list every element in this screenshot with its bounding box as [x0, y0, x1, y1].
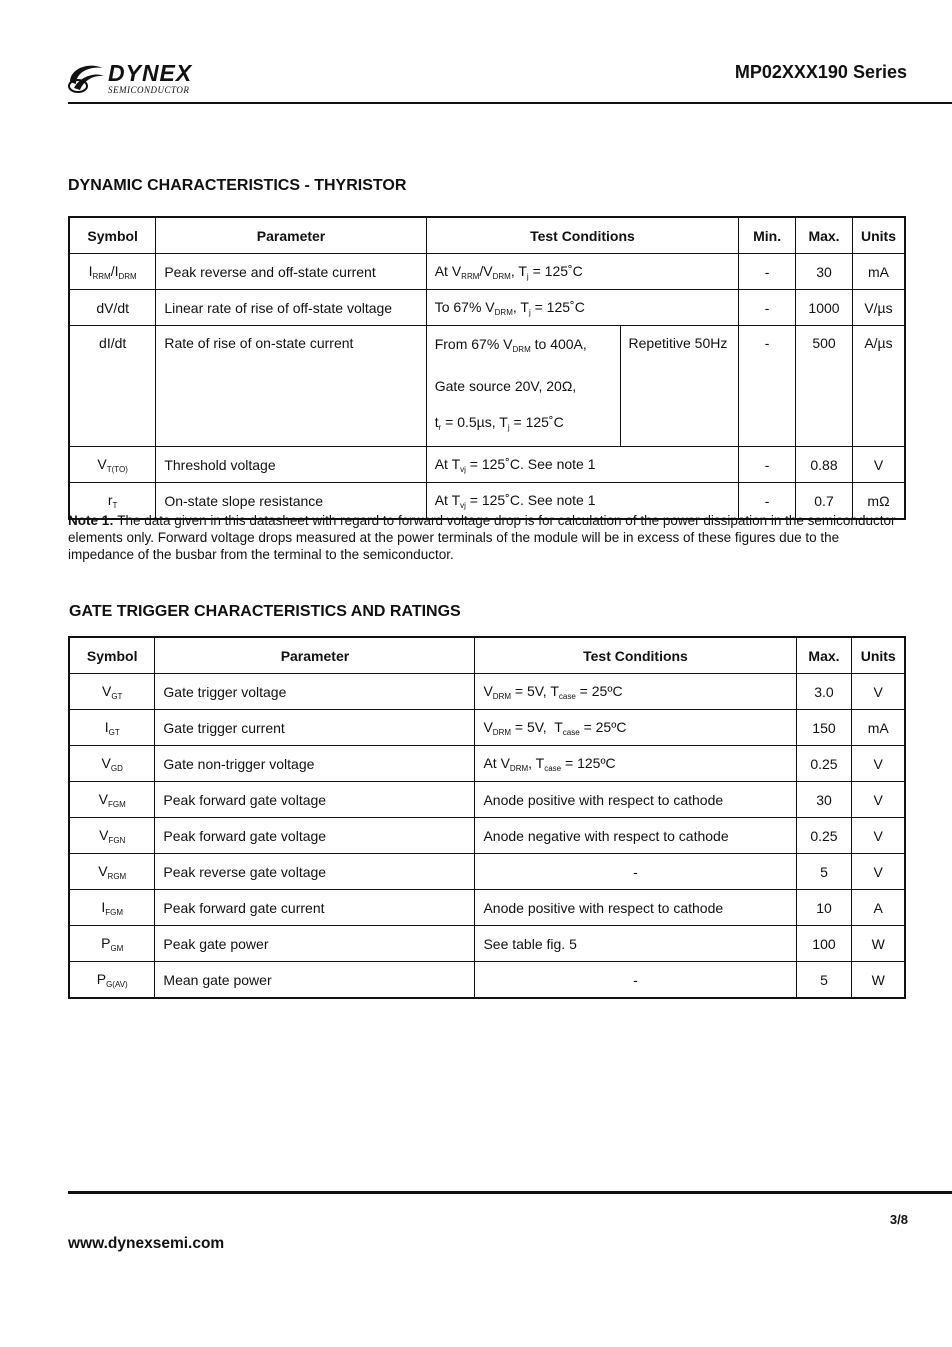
col-test-conditions: Test Conditions [475, 637, 796, 674]
symbol-cell: $I_{RRM}/I_{DRM}$ [69, 254, 156, 290]
conditions-cell: At $V_{DRM}$, $T_{case}$ = 125ºC [475, 746, 796, 782]
gate-trigger-table [68, 636, 906, 999]
table-row [69, 254, 905, 290]
symbol-cell: $I_{GT}$ [69, 710, 155, 746]
col-units: Units [852, 217, 905, 254]
units-cell: mA [852, 254, 905, 290]
parameter-cell: On-state slope resistance [156, 483, 426, 520]
table-row [69, 447, 905, 483]
col-symbol: Symbol [69, 217, 156, 254]
units-cell: V [852, 818, 905, 854]
symbol-cell: $V_{T(TO)}$ [69, 447, 156, 483]
min-cell: - [739, 290, 796, 326]
max-cell: 5 [796, 854, 852, 890]
units-cell: V [852, 854, 905, 890]
max-cell: 0.7 [796, 483, 853, 520]
table-row [69, 962, 905, 999]
col-parameter: Parameter [155, 637, 475, 674]
units-cell: V [852, 746, 905, 782]
condition-line: Gate source 20V, 20Ω, [434, 378, 577, 394]
parameter-cell: Rate of rise of on-state current [156, 326, 426, 447]
units-cell: W [852, 926, 905, 962]
col-max: Max. [796, 217, 853, 254]
conditions-cell: Anode negative with respect to cathode [475, 818, 796, 854]
dynamic-characteristics-table [68, 216, 906, 520]
symbol-cell: $V_{GD}$ [69, 746, 155, 782]
max-cell: 500 [796, 326, 853, 447]
dynamic-section-title: DYNAMIC CHARACTERISTICS - THYRISTOR [68, 177, 407, 194]
units-cell: mΩ [852, 483, 905, 520]
table-row [69, 782, 905, 818]
col-symbol: Symbol [69, 637, 155, 674]
conditions-cell-right: Repetitive 50Hz [620, 326, 739, 447]
units-cell: A/µs [852, 326, 905, 447]
conditions-cell: $V_{DRM} = 5V$, $T_{case}$ = 25ºC [475, 710, 796, 746]
conditions-cell: At $V_{RRM}/V_{DRM}$, $T_j$ = 125˚C [426, 254, 738, 290]
max-cell: 30 [796, 782, 852, 818]
website-link[interactable]: www.dynexsemi.com [68, 1235, 225, 1252]
note-label: Note 1: [68, 513, 114, 528]
table-row [69, 890, 905, 926]
parameter-cell: Linear rate of rise of off-state voltage [156, 290, 426, 326]
parameter-cell: Mean gate power [155, 962, 475, 999]
header-rule [68, 102, 952, 104]
note-1 [68, 512, 898, 563]
symbol-cell: $I_{FGM}$ [69, 890, 155, 926]
max-cell: 10 [796, 890, 852, 926]
logo-subtitle: SEMICONDUCTOR [108, 85, 190, 95]
parameter-cell: Peak forward gate current [155, 890, 475, 926]
symbol-cell: $P_{GM}$ [69, 926, 155, 962]
table-row [69, 674, 905, 710]
conditions-cell: At $T_{vj}$ = 125˚C. See note 1 [426, 483, 738, 520]
min-cell: - [739, 326, 796, 447]
conditions-cell: - [475, 962, 796, 999]
symbol-cell: $P_{G(AV)}$ [69, 962, 155, 999]
symbol-cell: $V_{GT}$ [69, 674, 155, 710]
min-cell: - [739, 483, 796, 520]
series-title: MP02XXX190 Series [734, 62, 907, 82]
parameter-cell: Peak reverse and off-state current [156, 254, 426, 290]
conditions-cell: $V_{DRM} = 5V$, $T_{case}$ = 25ºC [475, 674, 796, 710]
col-units: Units [852, 637, 905, 674]
footer-rule [68, 1191, 952, 1194]
col-test-conditions: Test Conditions [426, 217, 738, 254]
table-row [69, 710, 905, 746]
conditions-cell: To 67% $V_{DRM}$, $T_j$ = 125˚C [426, 290, 738, 326]
parameter-cell: Peak forward gate voltage [155, 782, 475, 818]
conditions-cell [426, 326, 620, 447]
page-number: 3/8 [889, 1212, 908, 1227]
symbol-cell: $r_T$ [69, 483, 156, 520]
units-cell: V/µs [852, 290, 905, 326]
table-row [69, 746, 905, 782]
condition-line: $t_r = 0.5\mu s$, $T_j$ = 125˚C [434, 414, 564, 432]
max-cell: 30 [796, 254, 853, 290]
condition-line: From 67% $V_{DRM}$ to 400A, [434, 336, 587, 354]
company-logo [66, 58, 216, 100]
col-max: Max. [796, 637, 852, 674]
conditions-cell: Anode positive with respect to cathode [475, 890, 796, 926]
min-cell: - [739, 254, 796, 290]
conditions-cell: Anode positive with respect to cathode [475, 782, 796, 818]
max-cell: 0.88 [796, 447, 853, 483]
table-row [69, 854, 905, 890]
units-cell: A [852, 890, 905, 926]
table-row [69, 326, 905, 447]
col-parameter: Parameter [156, 217, 426, 254]
parameter-cell: Peak gate power [155, 926, 475, 962]
symbol-cell: $V_{FGM}$ [69, 782, 155, 818]
min-cell: - [739, 447, 796, 483]
conditions-cell: - [475, 854, 796, 890]
parameter-cell: Threshold voltage [156, 447, 426, 483]
parameter-cell: Gate trigger voltage [155, 674, 475, 710]
symbol-cell: dI/dt [69, 326, 156, 447]
col-min: Min. [739, 217, 796, 254]
max-cell: 1000 [796, 290, 853, 326]
conditions-cell: At $T_{vj}$ = 125˚C. See note 1 [426, 447, 738, 483]
table-header-row [69, 637, 905, 674]
units-cell: W [852, 962, 905, 999]
gate-section-title: GATE TRIGGER CHARACTERISTICS AND RATINGS [69, 603, 461, 620]
max-cell: 5 [796, 962, 852, 999]
max-cell: 0.25 [796, 818, 852, 854]
symbol-cell: $V_{RGM}$ [69, 854, 155, 890]
table-header-row [69, 217, 905, 254]
parameter-cell: Peak forward gate voltage [155, 818, 475, 854]
table-row [69, 926, 905, 962]
units-cell: V [852, 447, 905, 483]
parameter-cell: Gate trigger current [155, 710, 475, 746]
units-cell: V [852, 674, 905, 710]
parameter-cell: Gate non-trigger voltage [155, 746, 475, 782]
note-text: The data given in this datasheet with regard to forward voltage drop is for calculation of the power dissipation in the semiconductor elements only. Forward voltage drops measured at the power terminals of the module will be in excess of these figures due to the impedance of the busbar from the terminal to the semiconductor. [68, 513, 896, 562]
max-cell: 100 [796, 926, 852, 962]
units-cell: mA [852, 710, 905, 746]
max-cell: 3.0 [796, 674, 852, 710]
table-row [69, 290, 905, 326]
symbol-cell: $V_{FGN}$ [69, 818, 155, 854]
max-cell: 0.25 [796, 746, 852, 782]
logo-wordmark: DYNEX [108, 60, 193, 86]
dynex-swoosh-icon [66, 60, 106, 96]
symbol-cell: dV/dt [69, 290, 156, 326]
parameter-cell: Peak reverse gate voltage [155, 854, 475, 890]
conditions-cell: See table fig. 5 [475, 926, 796, 962]
max-cell: 150 [796, 710, 852, 746]
table-row [69, 818, 905, 854]
units-cell: V [852, 782, 905, 818]
